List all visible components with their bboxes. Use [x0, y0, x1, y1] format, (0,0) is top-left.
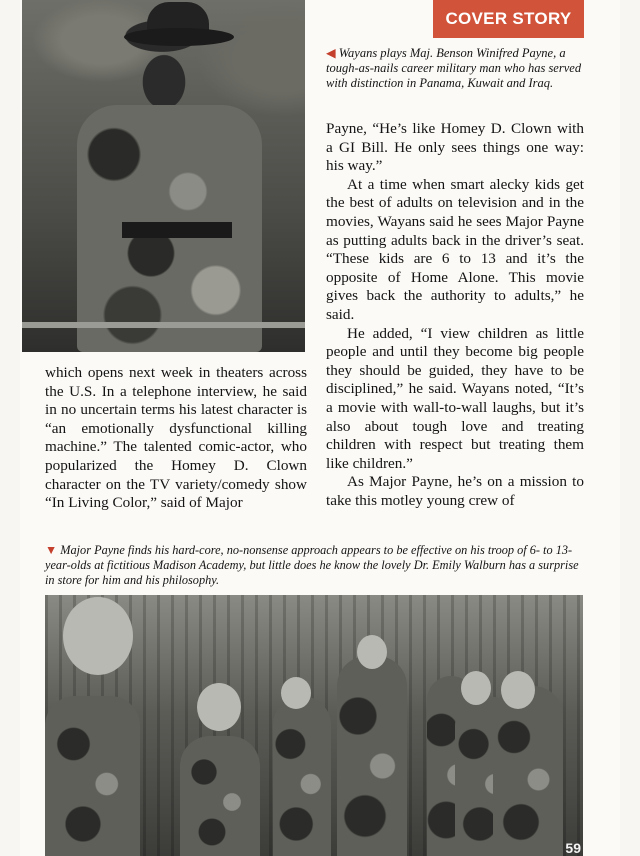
article-left-column — [45, 364, 307, 513]
head — [461, 671, 491, 705]
belt — [122, 222, 232, 238]
triangle-down-icon: ▼ — [45, 543, 58, 557]
paragraph: Payne, “He’s like Homey D. Clown with a GI Bill. He only sees things one way: his way.” — [326, 120, 584, 175]
triangle-left-icon: ◀ — [326, 46, 336, 60]
figure-cadet — [273, 696, 331, 856]
railing — [22, 322, 305, 328]
caption-top-text: Wayans plays Maj. Benson Winifred Payne, a tough-as-nails career military man who has served with distinction in Panama, Kuwait and Iraq. — [326, 46, 582, 90]
head — [357, 635, 387, 669]
figure-foreground-boy — [45, 696, 140, 856]
page-number: 59 — [565, 840, 581, 856]
figure-cadet — [493, 686, 563, 856]
figure-cadet — [180, 736, 260, 856]
figure-major-payne — [337, 656, 407, 856]
drill-hat-brim — [124, 28, 234, 46]
caption-bottom-text: Major Payne finds his hard-core, no-nonsense approach appears to be effective on his troop of 6- to 13-year-olds at fictitious Madison Academy, but little does he know the lovely Dr. Emily Walburn has a surprise in store for him and his philosophy. — [45, 543, 579, 587]
photo-troop-scene — [45, 595, 583, 856]
cover-story-tag: COVER STORY — [433, 0, 584, 38]
paragraph: At a time when smart alecky kids get the best of adults on television and in the movies, Wayans said he sees Major Payne as putting adults back in the driver’s seat. “These kids are 6 to 13 and it’s the opposite of Home Alone. This movie gives back the authority to adults,” he said. — [326, 175, 584, 323]
caption-bottom — [45, 543, 585, 588]
article-right-column — [326, 120, 584, 510]
head — [501, 671, 535, 709]
head — [281, 677, 311, 709]
paragraph: As Major Payne, he’s on a mission to take this motley young crew of — [326, 473, 584, 509]
caption-top — [326, 46, 584, 91]
paragraph: He added, “I view children as little people and until they become big people they should be guided, they have to be disciplined,” he said. Wayans noted, “It’s a movie with wall-to-wall laughs, but it’s also about tough love and treating children with respect but treating them like children.” — [326, 324, 584, 472]
head — [197, 683, 241, 731]
paragraph: which opens next week in theaters across the U.S. In a telephone interview, he said in no uncertain terms his latest character is “an emotionally dysfunctional killing machine.” The talented comic-actor, who popularized the Homey D. Clown character on the TV variety/comedy show “In Living Color,” said of Major — [45, 364, 307, 512]
head — [63, 597, 133, 675]
photo-soldier-portrait — [22, 0, 305, 352]
